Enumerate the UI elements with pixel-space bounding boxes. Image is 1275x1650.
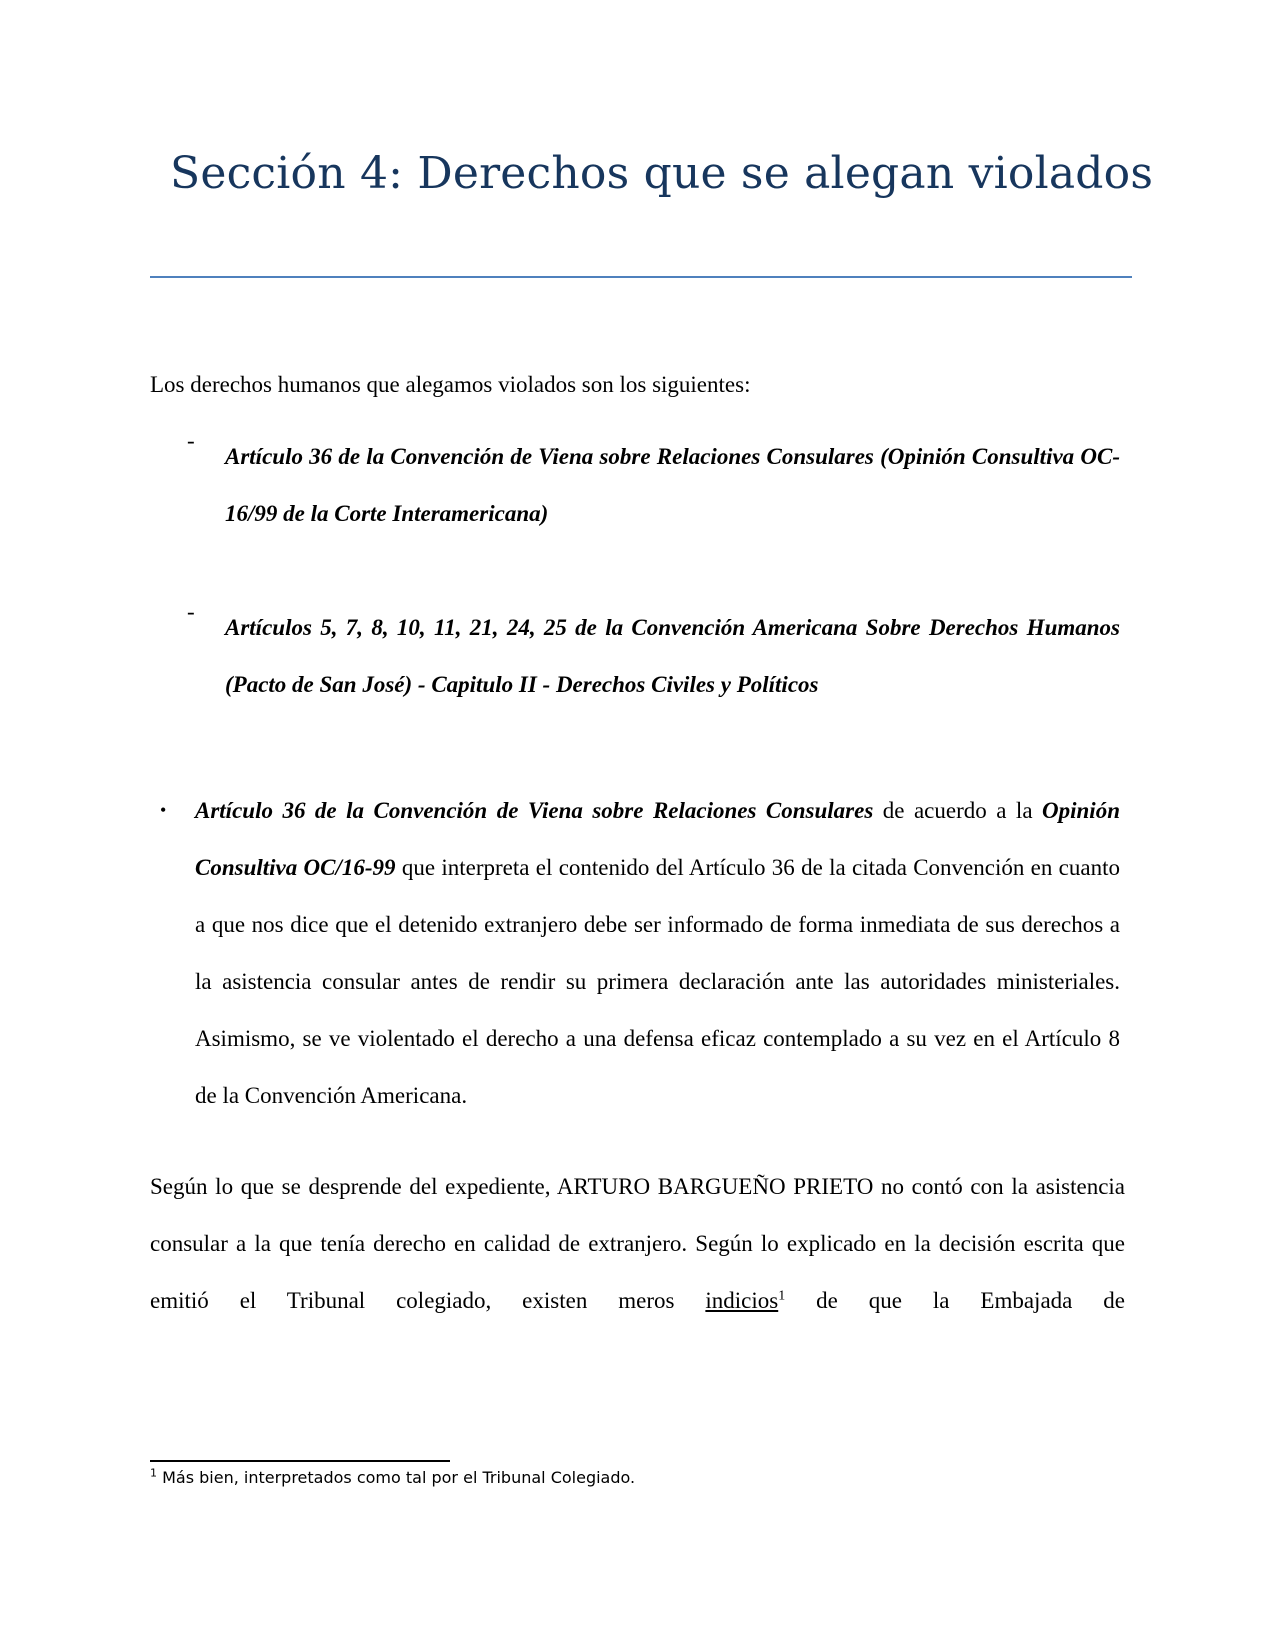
indicios-link[interactable]: indicios <box>705 1288 779 1313</box>
footnote-number: 1 <box>150 1466 157 1480</box>
list-item-text: Artículo 36 de la Convención de Viena sobre Relaciones Consulares (Opinión Consultiva OC-16/99 de la Corte Interamericana) <box>225 444 1120 526</box>
intro-text: Los derechos humanos que alegamos violados son los siguientes: <box>150 372 751 397</box>
footnote-separator <box>150 1460 450 1462</box>
bullet-text-part: que interpreta el contenido del Artículo 36 de la citada Convención en cuanto a que nos dice que el detenido extranjero debe ser informado de forma inmediata de sus derechos a la asistencia consular antes de rendir su primera declaración ante las autoridades ministeriales. Asimismo, se ve violentado el derecho a una defensa eficaz contemplado a su vez en el Artículo 8 de la Convención Americana. <box>195 855 1120 1108</box>
bullet-marker: • <box>160 800 167 820</box>
bullet-bold-reference: Artículo 36 de la Convención de Viena sobre Relaciones Consulares <box>195 798 874 823</box>
bullet-text-part: de acuerdo a la <box>873 798 1043 823</box>
title-divider <box>150 276 1132 278</box>
list-item-text: Artículos 5, 7, 8, 10, 11, 21, 24, 25 de la Convención Americana Sobre Derechos Humanos (Pacto de San José) - Capitulo II - Derechos Civiles y Políticos <box>225 615 1120 697</box>
paragraph-text: Según lo que se desprende del expediente, ARTURO BARGUEÑO PRIETO no contó con la asistencia consular a la que tenía derecho en calidad de extranjero. Según lo explicado en la decisión escrita que emitió el Tribunal colegiado, existen meros <box>150 1174 1125 1313</box>
dash-marker: - <box>187 599 195 624</box>
dash-marker: - <box>187 428 195 453</box>
footnote <box>150 1468 635 1487</box>
section-title: Sección 4: Derechos que se alegan violados <box>170 148 1154 199</box>
footnote-reference[interactable]: 1 <box>778 1288 786 1304</box>
footnote-text: Más bien, interpretados como tal por el Tribunal Colegiado. <box>157 1468 636 1487</box>
bullet-bold-opinion: Opinión Consultiva OC/16-99 <box>195 798 1120 880</box>
body-paragraph <box>150 1158 1125 1329</box>
paragraph-text: de que la Embajada de <box>785 1288 1125 1313</box>
bullet-text <box>195 782 1120 1124</box>
